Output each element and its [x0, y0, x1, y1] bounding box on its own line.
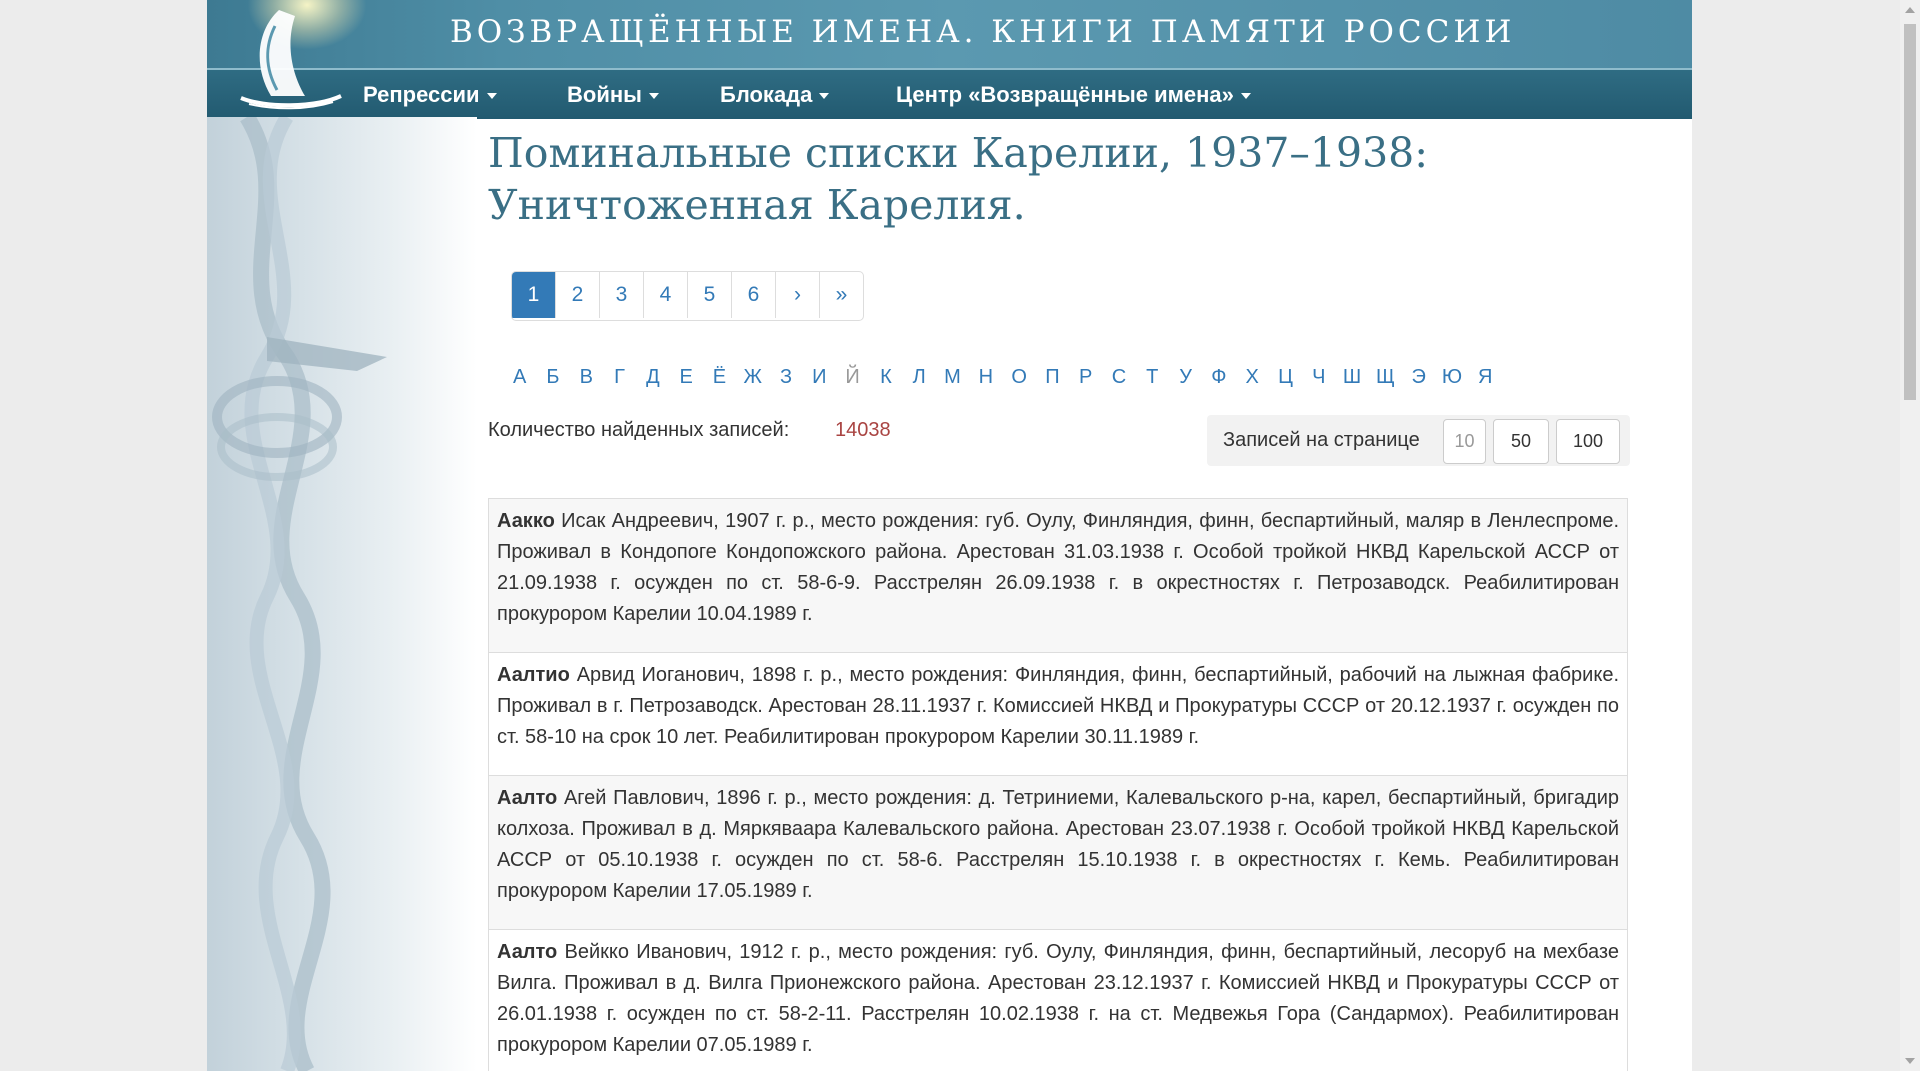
barbed-wire-icon: [207, 117, 477, 1071]
alphabet-letter[interactable]: З: [779, 366, 793, 388]
record-details: Исак Андреевич, 1907 г. р., место рождения: губ. Оулу, Финляндия, финн, беспартийный, маляр в Ленлеспроме. Проживал в Кондопоге Кондопожского района. Арестован 31.03.1938 г. Особой тройкой НКВД Карельской АССР от 21.09.1938 г. осужден по ст. 58-6-9. Расстрелян 26.09.1938 г. в окрестностях г. Петрозаводск. Реабилитирован прокурором Карелии 10.04.1989 г.: [497, 510, 1619, 625]
page-link-4[interactable]: 4: [644, 272, 688, 318]
nav-repressions-label: Репрессии: [363, 82, 480, 107]
record-details: Арвид Иоганович, 1898 г. р., место рождения: Финляндия, финн, беспартийный, рабочий на лыжная фабрике. Проживал в г. Петрозаводск. Арестован 28.11.1937 г. Комиссией НКВД и Прокуратуры СССР от 20.12.1937 г. осужден по ст. 58-10 на срок 10 лет. Реабилитирован прокурором Карелии 30.11.1989 г.: [497, 664, 1619, 748]
nav-repressions[interactable]: [363, 82, 497, 108]
alphabet-letter[interactable]: О: [1011, 366, 1027, 388]
record-surname[interactable]: Аакко: [497, 510, 555, 532]
page-link-3[interactable]: 3: [600, 272, 644, 318]
record-details: Вейкко Иванович, 1912 г. р., место рождения: губ. Оулу, Финляндия, финн, беспартийный, лесоруб на мехбазе Вилга. Проживал в д. Вилга Прионежского района. Арестован 23.12.1937 г. Комиссией НКВД и Прокуратуры СССР от 26.01.1938 г. осужден по ст. 58-2-11. Расстрелян 10.02.1938 г. на ст. Медвежья Гора (Сандармох). Реабилитирован прокурором Карелии 07.05.1989 г.: [497, 941, 1619, 1056]
records-count-label: Количество найденных записей:: [488, 419, 790, 441]
alphabet-letter[interactable]: Ё: [712, 366, 727, 388]
nav-wars[interactable]: [567, 82, 659, 108]
scroll-down-arrow-icon[interactable]: [1905, 1058, 1915, 1064]
scrollbar-thumb[interactable]: [1904, 24, 1916, 400]
per-page-100-button[interactable]: 100: [1556, 419, 1620, 464]
page-title: Поминальные списки Карелии, 1937–1938: Уничтоженная Карелия.: [488, 129, 1429, 229]
page-link-6[interactable]: 6: [732, 272, 776, 318]
caret-down-icon: [819, 93, 829, 99]
list-item: [488, 776, 1628, 930]
nav-center[interactable]: [896, 82, 1251, 108]
nav-wars-label: Войны: [567, 82, 642, 107]
nav-blockade-label: Блокада: [720, 82, 813, 107]
alphabet-letter[interactable]: Т: [1146, 366, 1159, 388]
site-container: [207, 0, 1692, 1071]
alphabet-letter[interactable]: Ж: [743, 366, 762, 388]
alphabet-letter[interactable]: Ч: [1312, 366, 1326, 388]
per-page-10-button[interactable]: 10: [1443, 419, 1486, 464]
alphabet-letter[interactable]: Р: [1079, 366, 1093, 388]
alphabet-letter[interactable]: П: [1045, 366, 1060, 388]
per-page-selector: [1207, 415, 1630, 466]
per-page-label: Записей на странице: [1223, 429, 1420, 451]
list-item: [488, 653, 1628, 776]
per-page-50-button[interactable]: 50: [1493, 419, 1549, 464]
alphabet-letter[interactable]: У: [1179, 366, 1192, 388]
alphabet-letter[interactable]: С: [1111, 366, 1127, 388]
caret-down-icon: [487, 93, 497, 99]
page-link-1[interactable]: 1: [512, 272, 556, 318]
alphabet-letter[interactable]: Л: [912, 366, 926, 388]
sailboat-logo-icon[interactable]: [235, 6, 347, 110]
scroll-up-arrow-icon[interactable]: [1905, 7, 1915, 13]
alphabet-letter[interactable]: Ш: [1342, 366, 1362, 388]
page-link-2[interactable]: 2: [556, 272, 600, 318]
record-surname[interactable]: Аалто: [497, 787, 558, 809]
alphabet-letter[interactable]: К: [880, 366, 892, 388]
pagination: [511, 271, 864, 321]
alphabet-letter[interactable]: И: [812, 366, 827, 388]
alphabet-letter[interactable]: Б: [546, 366, 560, 388]
record-details: Агей Павлович, 1896 г. р., место рождения: д. Тетриниеми, Калевальского р-на, карел, беспартийный, бригадир колхоза. Проживал в д. Мяркяваара Калевальского района. Арестован 23.07.1938 г. Особой тройкой НКВД Карельской АССР от 05.10.1938 г. осужден по ст. 58-6. Расстрелян 15.10.1938 г. в окрестностях г. Кемь. Реабилитирован прокурором Карелии 17.05.1989 г.: [497, 787, 1619, 902]
alphabet-letter[interactable]: Н: [978, 366, 994, 388]
alphabet-letter: Й: [845, 366, 860, 388]
caret-down-icon: [649, 93, 659, 99]
header-banner: [207, 0, 1692, 68]
nav-blockade[interactable]: [720, 82, 829, 108]
alphabet-letter[interactable]: Я: [1478, 366, 1493, 388]
list-item: [488, 498, 1628, 653]
alphabet-letter[interactable]: Д: [646, 366, 660, 388]
alphabet-letter[interactable]: Е: [679, 366, 693, 388]
page-link-5[interactable]: 5: [688, 272, 732, 318]
records-count-value: 14038: [835, 419, 891, 441]
alphabet-letter[interactable]: Ю: [1441, 366, 1463, 388]
alphabet-letter[interactable]: Щ: [1375, 366, 1395, 388]
alphabet-letter[interactable]: В: [579, 366, 593, 388]
alphabet-letter[interactable]: Ф: [1211, 366, 1227, 388]
record-surname[interactable]: Аалто: [497, 941, 558, 963]
list-item: [488, 930, 1628, 1071]
alphabet-letter[interactable]: А: [512, 366, 527, 388]
next-page-button[interactable]: ›: [776, 272, 820, 318]
alphabet-letter[interactable]: Э: [1411, 366, 1426, 388]
alphabet-letter[interactable]: Г: [614, 366, 625, 388]
caret-down-icon: [1241, 93, 1251, 99]
records-list: [488, 498, 1628, 1071]
nav-center-label: Центр «Возвращённые имена»: [896, 82, 1234, 107]
barbed-wire-decoration: [207, 117, 477, 1071]
main-navbar: [207, 68, 1692, 119]
alphabet-letter[interactable]: Х: [1245, 366, 1259, 388]
vertical-scrollbar[interactable]: [1900, 0, 1920, 1071]
alphabet-filter: [503, 364, 1502, 390]
alphabet-letter[interactable]: Ц: [1278, 366, 1293, 388]
alphabet-letter[interactable]: М: [944, 366, 961, 388]
last-page-button[interactable]: »: [835, 283, 848, 306]
record-surname[interactable]: Аалтио: [497, 664, 570, 686]
banner-title: ВОЗВРАЩЁННЫЕ ИМЕНА. КНИГИ ПАМЯТИ РОССИИ: [450, 14, 1516, 50]
